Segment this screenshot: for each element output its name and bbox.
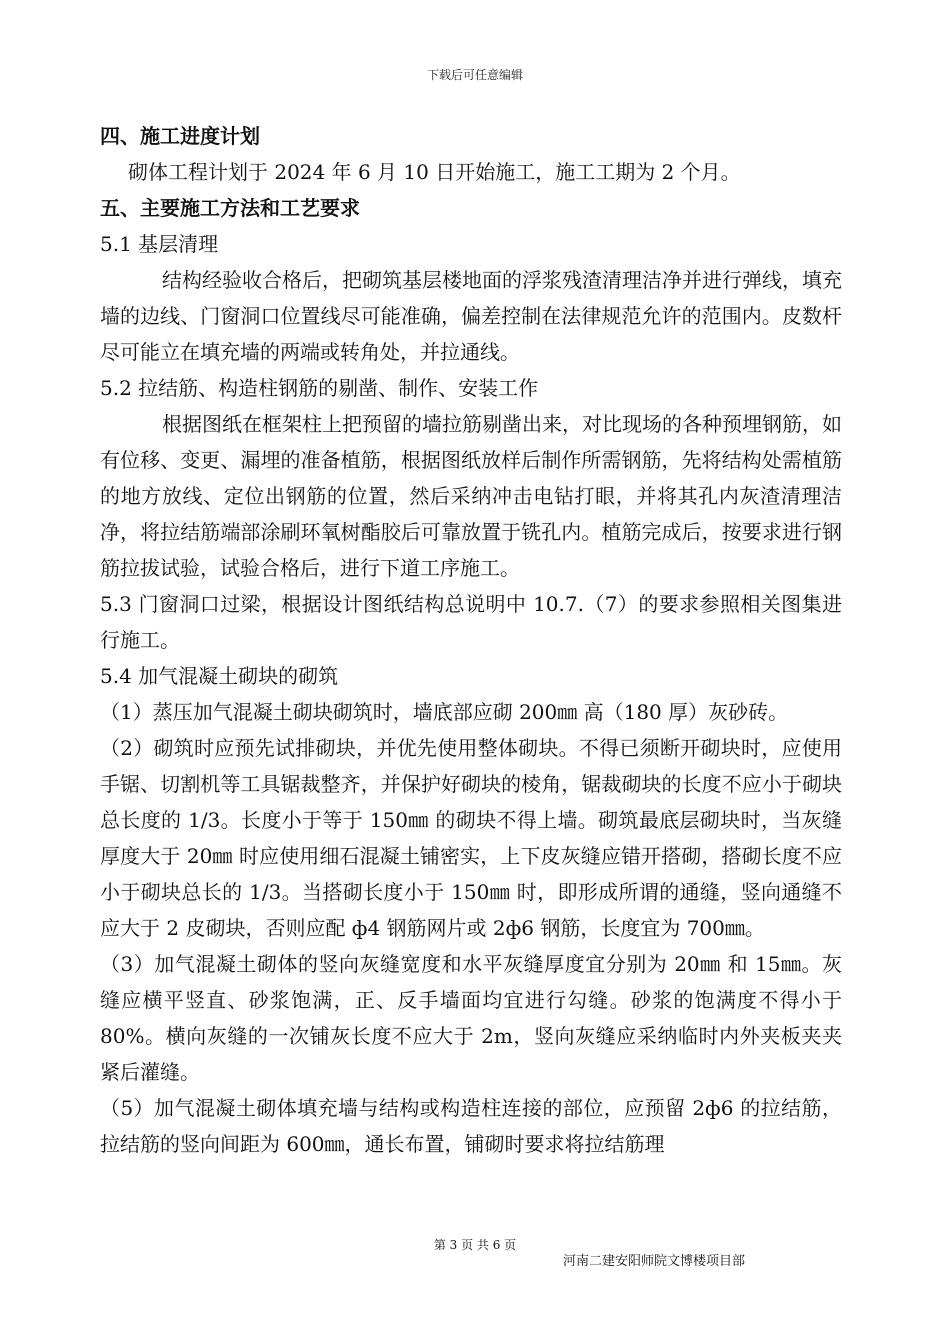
list-item-5: （5）加气混凝土砌体填充墙与结构或构造柱连接的部位，应预留 2ф6 的拉结筋，拉结筋的竖向间距为 600㎜，通长布置，铺砌时要求将拉结筋理 [100,1096,842,1156]
subsection-5-1-body: 结构经验收合格后，把砌筑基层楼地面的浮浆残渣清理洁净并进行弹线，填充墙的边线、门窗洞口位置线尽可能准确，偏差控制在法律规范允许的范围内。皮数杆尽可能立在填充墙的两端或转角处，并拉通线。 [100,268,842,364]
list-item-2: （2）砌筑时应预先试排砌块，并优先使用整体砌块。不得已须断开砌块时，应使用手锯、切割机等工具锯裁整齐，并保护好砌块的棱角，锯裁砌块的长度不应小于砌块总长度的 1/3。长度小于等于 150㎜ 的砌块不得上墙。砌筑最底层砌块时，当灰缝厚度大于 20㎜ 时应使用细石混凝土铺密实，上下皮灰缝应错开搭砌，搭砌长度不应小于砌块总长的 1/3。当搭砌长度小于 150㎜ 时，即形成所谓的通缝，竖向通缝不应大于 2 皮砌块，否则应配 ф4 钢筋网片或 2ф6 钢筋，长度宜为 700㎜。 [100,736,842,940]
footer-organization: 河南二建安阳师院文博楼项目部 [563,1254,746,1269]
section-4-heading: 四、施工进度计划 [100,124,260,148]
section-4-body: 砌体工程计划于 2024 年 6 月 10 日开始施工，施工工期为 2 个月。 [128,160,741,184]
subsection-5-2-heading: 5.2 拉结筋、构造柱钢筋的剔凿、制作、安装工作 [100,376,539,400]
list-item-3: （3）加气混凝土砌体的竖向灰缝宽度和水平灰缝厚度宜分别为 20㎜ 和 15㎜。灰缝应横平竖直、砂浆饱满，正、反手墙面均宜进行勾缝。砂浆的饱满度不得小于 80%。横向灰缝的一次铺灰长度不应大于 2m，竖向灰缝应采纳临时内外夹板夹夹紧后灌缝。 [100,952,842,1084]
section-5-heading: 五、主要施工方法和工艺要求 [100,196,360,220]
subsection-5-1-heading: 5.1 基层清理 [100,232,219,256]
page-number: 第 3 页 共 6 页 [433,1238,517,1252]
page-header: 下载后可任意编辑 [426,68,523,82]
subsection-5-4-heading: 5.4 加气混凝土砌块的砌筑 [100,664,339,688]
list-item-1: （1）蒸压加气混凝土砌块砌筑时，墙底部应砌 200㎜ 高（180 厚）灰砂砖。 [100,700,789,724]
subsection-5-3-body: 5.3 门窗洞口过梁，根据设计图纸结构总说明中 10.7.（7）的要求参照相关图集进行施工。 [100,592,842,652]
subsection-5-2-body: 根据图纸在框架柱上把预留的墙拉筋剔凿出来，对比现场的各种预埋钢筋，如有位移、变更、漏埋的准备植筋，根据图纸放样后制作所需钢筋，先将结构处需植筋的地方放线、定位出钢筋的位置，然后采纳冲击电钻打眼，并将其孔内灰渣清理洁净，将拉结筋端部涂刷环氧树酯胶后可靠放置于铣孔内。植筋完成后，按要求进行钢筋拉拔试验，试验合格后，进行下道工序施工。 [100,412,842,580]
document-body [100,118,842,1162]
